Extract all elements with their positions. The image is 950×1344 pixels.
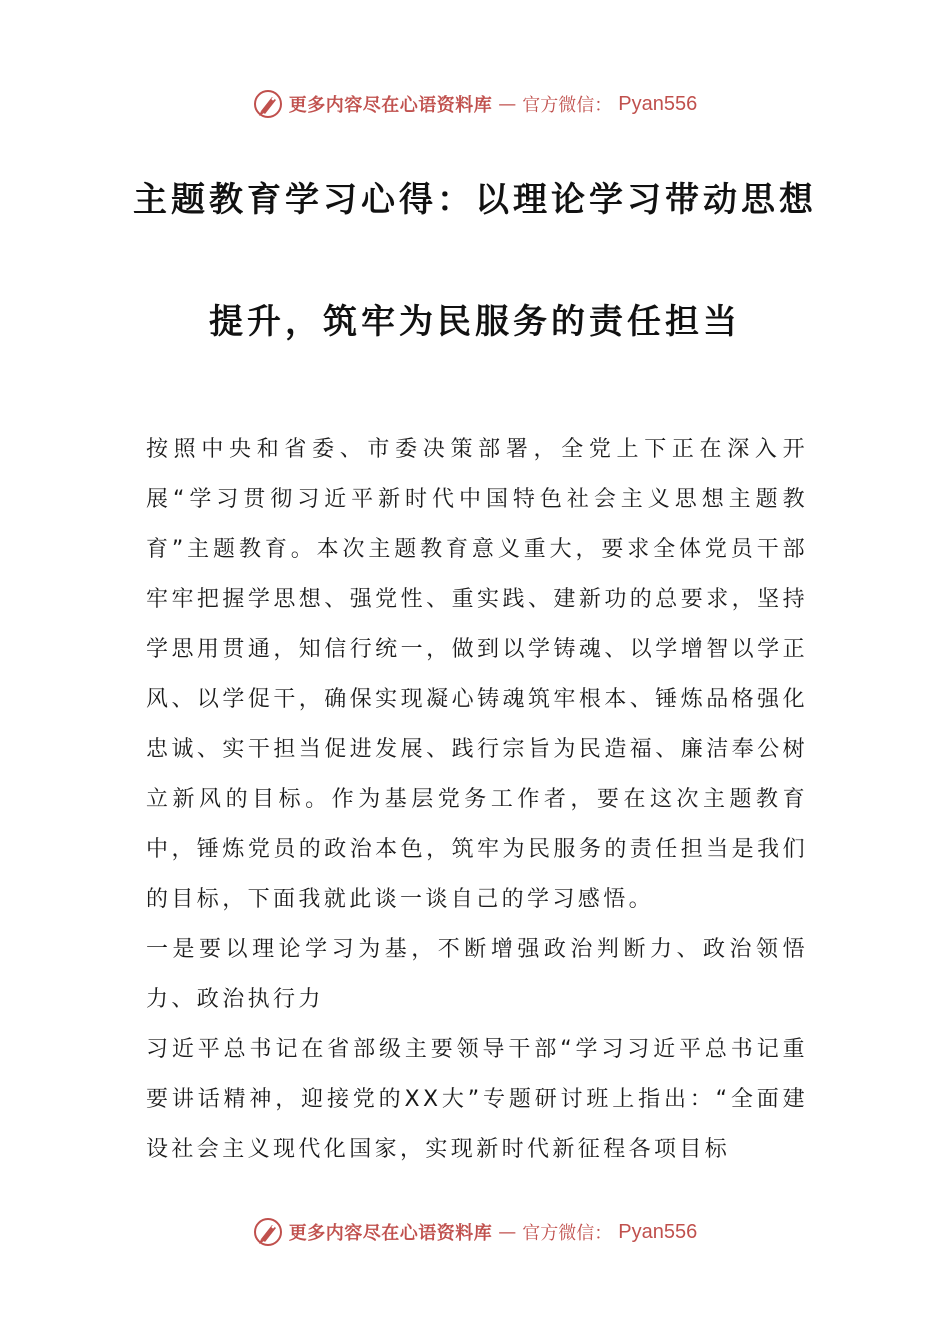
footer-banner [0, 1208, 950, 1256]
banner-brand: 更多内容尽在心语资料库 [288, 95, 493, 116]
document-title-line-1: 主题教育学习心得：以理论学习带动思想 [133, 180, 817, 220]
banner-separator: — [498, 1221, 517, 1243]
section-heading-1: 一是要以理论学习为基，不断增强政治判断力、政治领悟力、政治执行力 [146, 937, 808, 1012]
document-body [146, 425, 808, 1175]
banner-handle: Pyan556 [618, 92, 698, 115]
document-title-line-2: 提升，筑牢为民服务的责任担当 [209, 302, 741, 342]
header-banner [0, 80, 950, 128]
pen-nib-logo-icon [253, 89, 283, 119]
banner-handle: Pyan556 [618, 1220, 698, 1243]
body-paragraph-2: 习近平总书记在省部级主要领导干部“学习习近平总书记重要讲话精神，迎接党的XX大”专题研讨班上指出：“全面建设社会主义现代化国家，实现新时代新征程各项目标 [146, 1037, 808, 1162]
pen-nib-logo-icon [253, 1217, 283, 1247]
banner-separator: — [498, 93, 517, 115]
body-paragraph-1: 按照中央和省委、市委决策部署，全党上下正在深入开展“学习贯彻习近平新时代中国特色社会主义思想主题教育”主题教育。本次主题教育意义重大，要求全体党员干部牢牢把握学思想、强党性、重实践、建新功的总要求，坚持学思用贯通，知信行统一，做到以学铸魂、以学增智以学正风、以学促干，确保实现凝心铸魂筑牢根本、锤炼品格强化忠诚、实干担当促进发展、践行宗旨为民造福、廉洁奉公树立新风的目标。作为基层党务工作者，要在这次主题教育中，锤炼党员的政治本色，筑牢为民服务的责任担当是我们的目标，下面我就此谈一谈自己的学习感悟。 [146, 437, 808, 912]
banner-label: 官方微信： [522, 1223, 613, 1244]
banner-brand: 更多内容尽在心语资料库 [288, 1223, 493, 1244]
banner-label: 官方微信： [522, 95, 613, 116]
